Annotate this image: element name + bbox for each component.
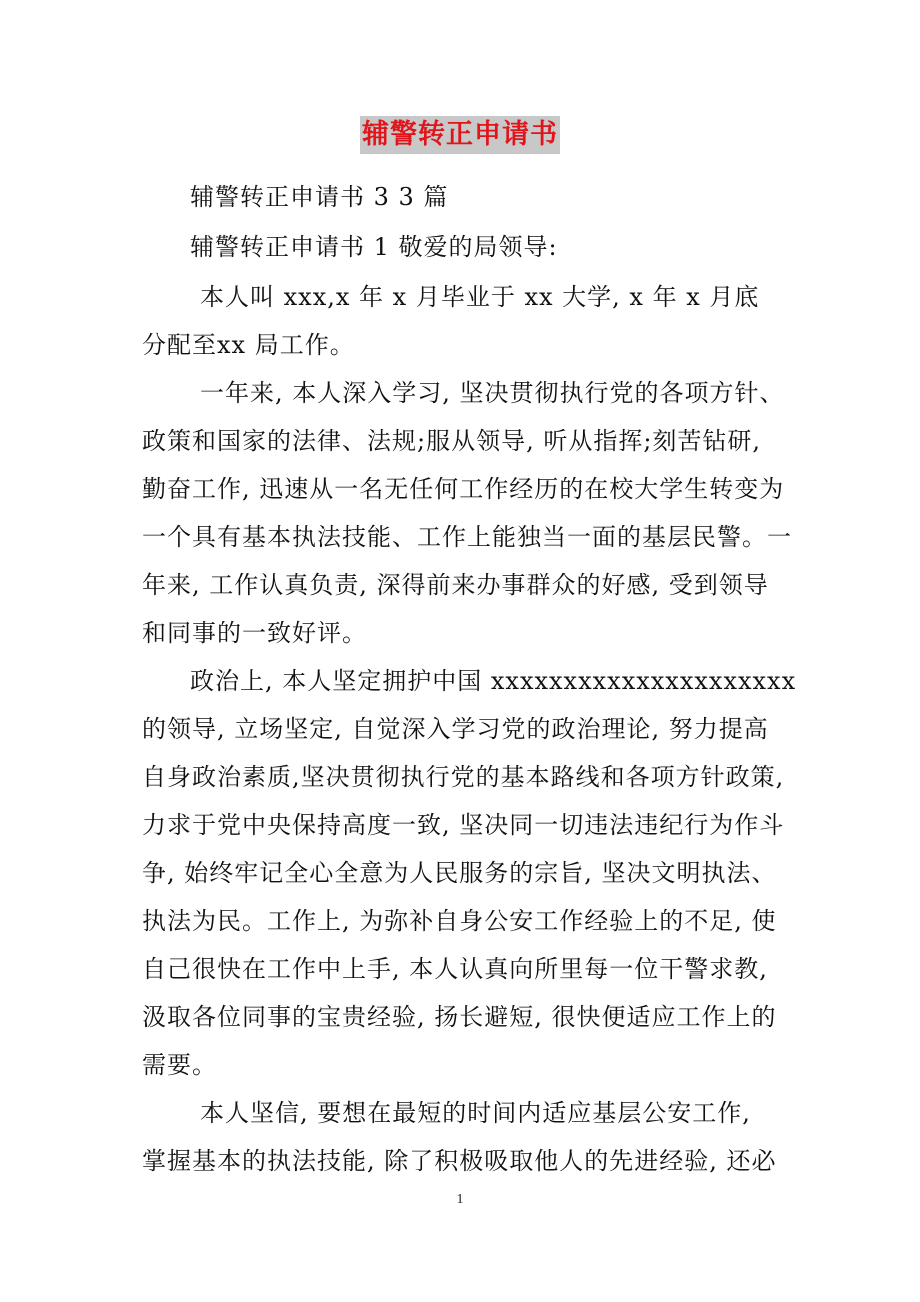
text-line: 年来, 工作认真负责, 深得前来办事群众的好感, 受到领导 (142, 571, 769, 599)
text-line: 一个具有基本执法技能、工作上能独当一面的基层民警。一 (142, 523, 792, 551)
text-line: 掌握基本的执法技能, 除了积极吸取他人的先进经验, 还必 (142, 1147, 777, 1175)
document-title: 辅警转正申请书 (360, 116, 560, 154)
text-line: 辅警转正申请书 3 3 篇 (190, 183, 449, 211)
text-line: 汲取各位同事的宝贵经验, 扬长避短, 很快便适应工作上的 (142, 1003, 777, 1031)
text-line: 和同事的一致好评。 (142, 619, 367, 647)
title-container (0, 116, 920, 154)
text-line: 的领导, 立场坚定, 自觉深入学习党的政治理论, 努力提高 (142, 715, 769, 743)
text-line: 执法为民。工作上, 为弥补自身公安工作经验上的不足, 使 (142, 907, 777, 935)
text-line: 分配至xx 局工作。 (142, 331, 355, 359)
text-line: 本人叫 xxx,x 年 x 月毕业于 xx 大学, x 年 x 月底 (200, 283, 760, 311)
text-line: 争, 始终牢记全心全意为人民服务的宗旨, 坚决文明执法、 (142, 859, 777, 887)
text-line: 辅警转正申请书 1 敬爱的局领导: (190, 233, 558, 261)
text-line: 政治上, 本人坚定拥护中国 xxxxxxxxxxxxxxxxxxxxx (190, 667, 797, 695)
text-line: 需要。 (142, 1051, 217, 1079)
text-line: 本人坚信, 要想在最短的时间内适应基层公安工作, (200, 1099, 751, 1127)
text-line: 力求于党中央保持高度一致, 坚决同一切违法违纪行为作斗 (142, 811, 785, 839)
page-number: 1 (456, 1192, 464, 1207)
text-line: 勤奋工作, 迅速从一名无任何工作经历的在校大学生转变为 (142, 475, 785, 503)
text-line: 自己很快在工作中上手, 本人认真向所里每一位干警求教, (142, 955, 768, 983)
text-line: 自身政治素质,坚决贯彻执行党的基本路线和各项方针政策, (142, 763, 785, 791)
text-line: 一年来, 本人深入学习, 坚决贯彻执行党的各项方针、 (200, 379, 785, 407)
text-line: 政策和国家的法律、法规;服从领导, 听从指挥;刻苦钻研, (142, 427, 762, 455)
